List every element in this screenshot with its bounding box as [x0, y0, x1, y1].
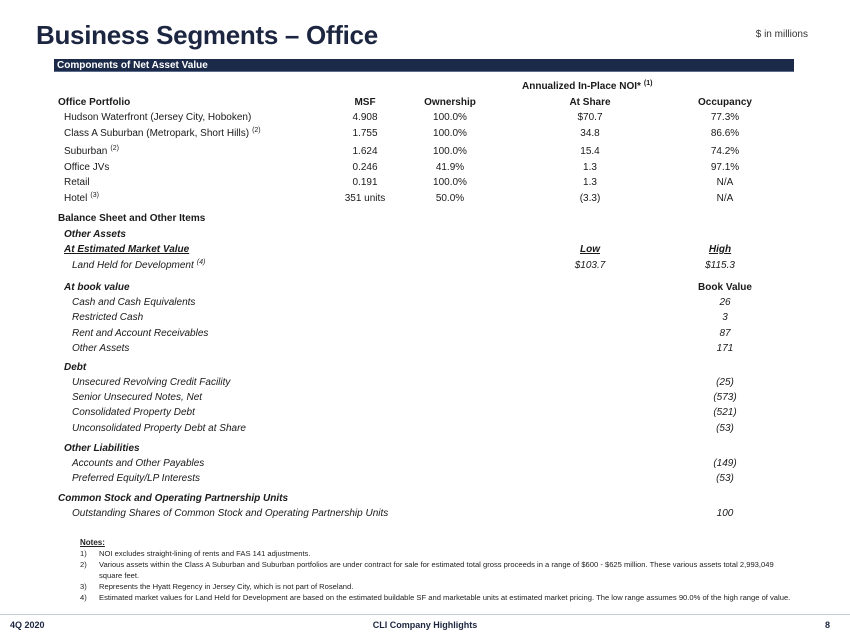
debt-item-label: Consolidated Property Debt	[72, 407, 195, 418]
list-item	[0, 376, 850, 390]
book-item-value: 171	[716, 343, 734, 354]
row-ownership: 50.0%	[435, 193, 465, 204]
row-name: Hudson Waterfront (Jersey City, Hoboken)	[64, 112, 252, 123]
list-item	[0, 342, 850, 356]
stock-heading-row	[0, 492, 850, 506]
book-heading-row	[0, 281, 850, 295]
row-name: Retail	[64, 177, 90, 188]
debt-heading-row	[0, 361, 850, 375]
note-item: 1) NOI excludes straight-lining of rents and FAS 141 adjustments.	[80, 549, 311, 558]
row-msf: 1.755	[352, 128, 378, 139]
row-occupancy: 74.2%	[710, 146, 740, 157]
book-item-value: 26	[719, 297, 731, 308]
table-row	[0, 127, 850, 141]
list-item	[0, 391, 850, 405]
other-assets-row	[0, 228, 850, 242]
notes-title: Notes:	[80, 538, 105, 547]
note-item: 2) Various assets within the Class A Suburban and Suburban portfolios are under contract for sale for estimated total gross proceeds in a range of $600 - $625 million. These various assets total 2,993,049 square feet.	[80, 560, 774, 580]
debt-item-value: (25)	[716, 377, 734, 388]
col-at-share: At Share	[569, 97, 611, 108]
high-label: High	[708, 244, 732, 255]
list-item	[0, 422, 850, 436]
balance-heading-row	[0, 212, 850, 226]
land-row	[0, 259, 850, 273]
table-row	[0, 176, 850, 190]
list-item	[0, 457, 850, 471]
row-ownership: 100.0%	[433, 177, 467, 188]
noi-header: Annualized In-Place NOI* $^{(1)}$	[522, 79, 653, 92]
book-item-label: Rent and Account Receivables	[72, 328, 209, 339]
stock-item-value: 100	[716, 508, 734, 519]
row-msf: 351 units	[344, 193, 386, 204]
row-share: $70.7	[577, 112, 603, 123]
row-occupancy: 77.3%	[710, 112, 740, 123]
footer-title: CLI Company Highlights	[372, 620, 478, 630]
page-title: Business Segments – Office	[36, 20, 378, 50]
debt-item-value: (53)	[716, 423, 734, 434]
row-msf: 1.624	[352, 146, 378, 157]
debt-item-label: Unsecured Revolving Credit Facility	[72, 377, 231, 388]
liab-item-label: Accounts and Other Payables	[72, 458, 205, 469]
list-item	[0, 327, 850, 341]
table-row	[0, 145, 850, 159]
row-name: Hotel $^{(3)}$	[64, 191, 99, 204]
footer-divider	[0, 614, 850, 615]
row-msf: 0.246	[352, 162, 378, 173]
liab-item-value: (53)	[716, 473, 734, 484]
row-occupancy: 86.6%	[710, 128, 740, 139]
land-label: Land Held for Development $^{(4)}$	[72, 258, 206, 271]
list-item	[0, 472, 850, 486]
notes	[80, 537, 795, 603]
book-item-label: Restricted Cash	[72, 312, 144, 323]
liab-item-label: Preferred Equity/LP Interests	[72, 473, 201, 484]
row-ownership: 100.0%	[433, 112, 467, 123]
stock-item-label: Outstanding Shares of Common Stock and Operating Partnership Units	[72, 508, 389, 519]
note-item: 4) Estimated market values for Land Held for Development are based on the estimated buildable SF and marketable units at estimated market pricing. The low range assumes 90.0% of the high range of value.	[80, 593, 791, 602]
col-portfolio: Office Portfolio	[58, 97, 131, 108]
note-item: 3) Represents the Hyatt Regency in Jersey City, which is not part of Roseland.	[80, 582, 354, 591]
portfolio-header-row	[0, 96, 850, 110]
list-item	[0, 406, 850, 420]
book-item-value: 3	[722, 312, 728, 323]
row-occupancy: 97.1%	[710, 162, 740, 173]
row-share: 1.3	[583, 177, 597, 188]
table-row	[0, 111, 850, 125]
list-item	[0, 296, 850, 310]
liab-heading-row	[0, 442, 850, 456]
col-msf: MSF	[354, 97, 376, 108]
book-value-label: Book Value	[698, 282, 752, 293]
debt-item-value: (521)	[713, 407, 737, 418]
book-item-label: Other Assets	[72, 343, 130, 354]
book-item-value: 87	[719, 328, 731, 339]
row-name: Suburban $^{(2)}$	[64, 144, 119, 157]
other-assets-heading: Other Assets	[64, 229, 126, 240]
debt-item-label: Senior Unsecured Notes, Net	[72, 392, 203, 403]
col-ownership: Ownership	[424, 97, 476, 108]
row-name: Class A Suburban (Metropark, Short Hills) $^{(2)}$	[64, 126, 261, 139]
col-occupancy: Occupancy	[698, 97, 752, 108]
table-row	[0, 192, 850, 206]
units-note: $ in millions	[755, 29, 808, 40]
page-number: 8	[824, 620, 830, 630]
row-share: (3.3)	[579, 193, 601, 204]
section-bar: Components of Net Asset Value	[54, 59, 794, 72]
row-name: Office JVs	[64, 162, 110, 173]
row-ownership: 100.0%	[433, 128, 467, 139]
book-heading: At book value	[64, 282, 130, 293]
debt-item-value: (573)	[713, 392, 737, 403]
row-occupancy: N/A	[716, 193, 734, 204]
row-share: 1.3	[583, 162, 597, 173]
stock-heading: Common Stock and Operating Partnership Units	[58, 493, 289, 504]
debt-heading: Debt	[64, 362, 87, 373]
noi-header-row	[0, 80, 850, 94]
row-ownership: 100.0%	[433, 146, 467, 157]
market-value-heading: At Estimated Market Value	[64, 244, 190, 255]
book-item-label: Cash and Cash Equivalents	[72, 297, 196, 308]
debt-item-label: Unconsolidated Property Debt at Share	[72, 423, 246, 434]
liab-heading: Other Liabilities	[64, 443, 140, 454]
row-share: 15.4	[580, 146, 600, 157]
land-low: $103.7	[574, 260, 606, 271]
liab-item-value: (149)	[713, 458, 737, 469]
row-occupancy: N/A	[716, 177, 734, 188]
land-high: $115.3	[705, 260, 735, 271]
footer-period: 4Q 2020	[10, 620, 45, 630]
balance-heading: Balance Sheet and Other Items	[58, 213, 206, 224]
row-ownership: 41.9%	[435, 162, 465, 173]
row-share: 34.8	[580, 128, 600, 139]
market-value-row	[0, 243, 850, 257]
table-row	[0, 161, 850, 175]
low-label: Low	[580, 244, 600, 255]
row-msf: 0.191	[352, 177, 378, 188]
list-item	[0, 311, 850, 325]
row-msf: 4.908	[352, 112, 378, 123]
list-item	[0, 507, 850, 521]
